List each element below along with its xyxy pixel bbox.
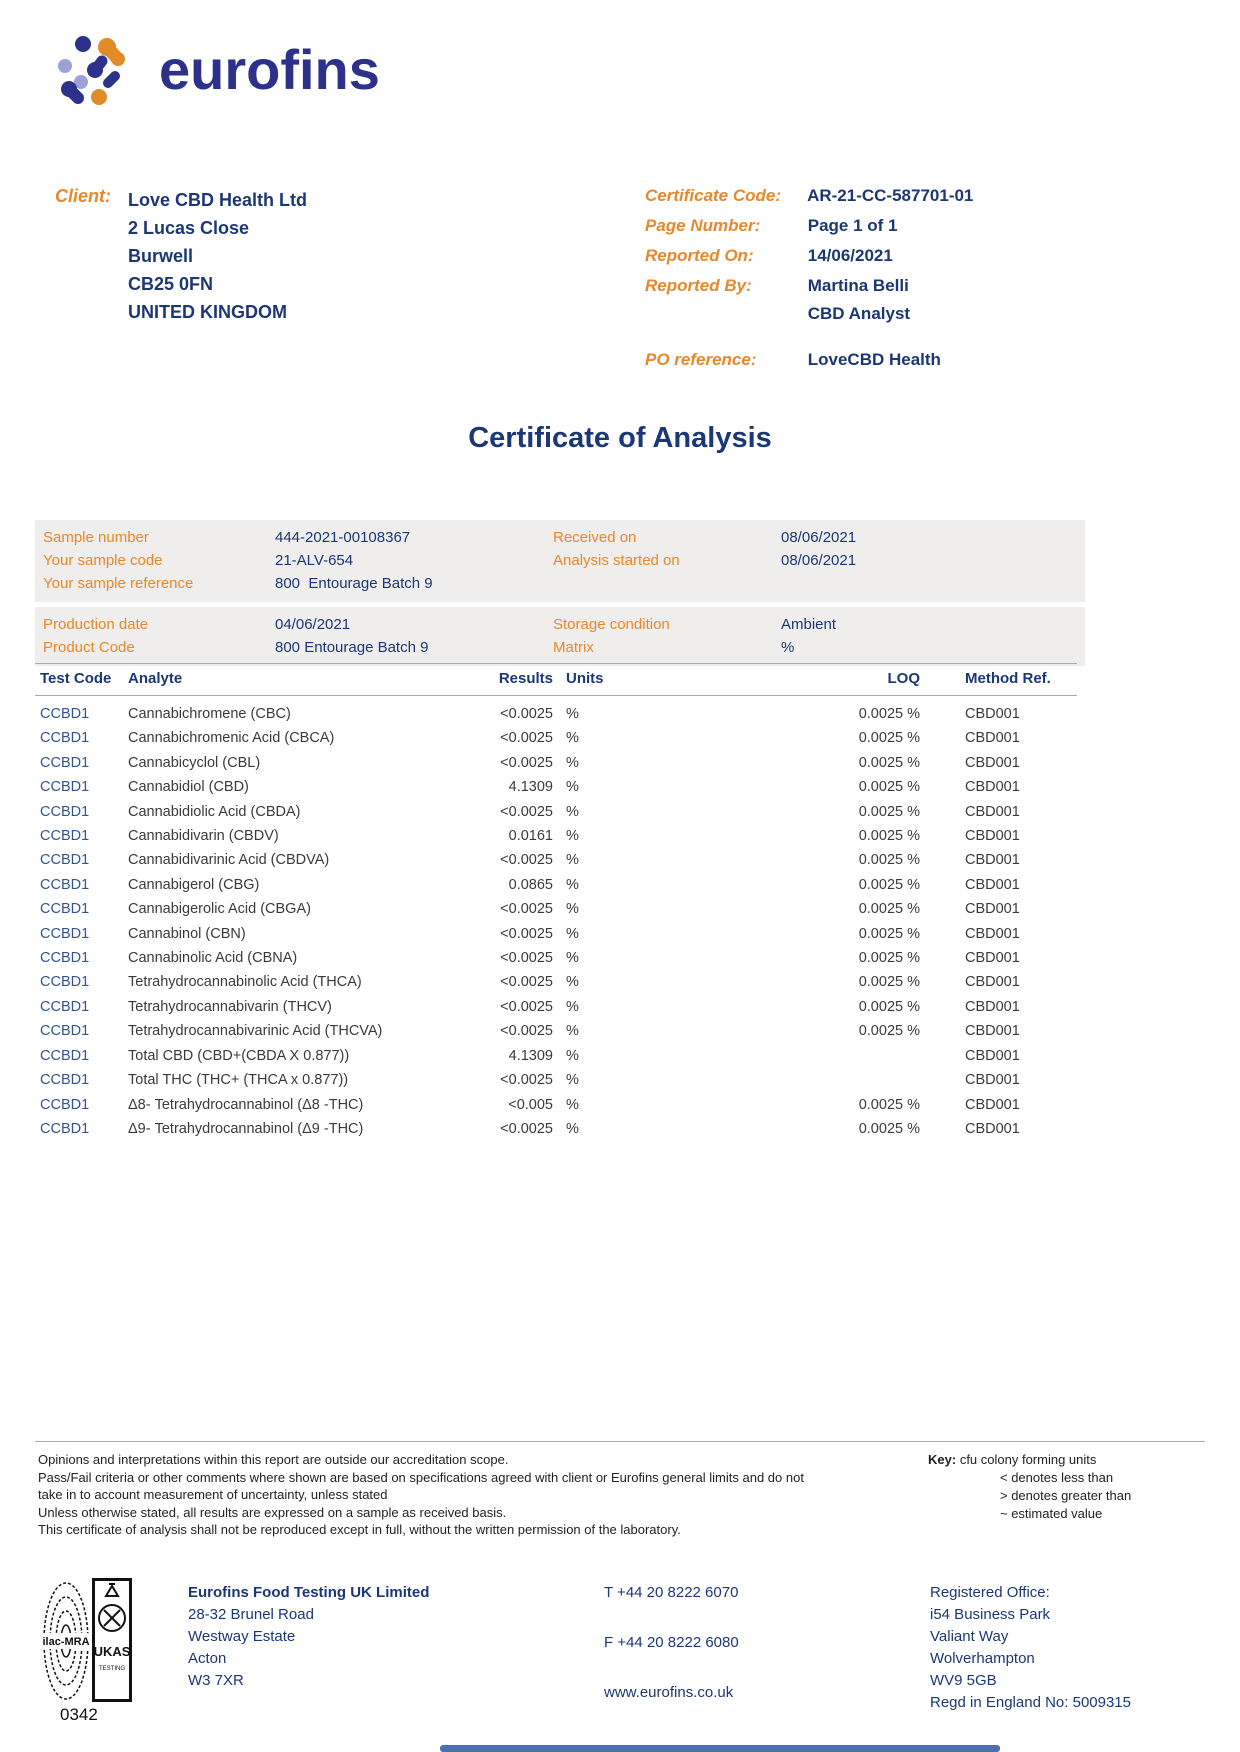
ukas-text: UKAS [93,1644,131,1659]
production-date-label: Production date [43,616,149,633]
production-date-value: 04/06/2021 [275,616,351,633]
result-value: <0.0025 [500,1120,553,1137]
notes-divider [35,1441,1205,1442]
received-on-label: Received on [553,529,637,546]
result-loq: 0.0025 % [858,950,920,967]
header-test-code: Test Code [40,670,112,687]
result-analyte: Tetrahydrocannabivarin (THCV) [128,998,332,1015]
result-test-code: CCBD1 [40,998,90,1015]
registered-office-line: Valiant Way [930,1628,1009,1645]
header-results: Results [498,670,553,687]
result-test-code: CCBD1 [40,876,90,893]
result-row [35,995,1072,1019]
header-units: Units [566,670,604,687]
result-method-ref: CBD001 [965,779,1020,796]
reported-by-row [645,276,1205,296]
result-analyte: Cannabidiolic Acid (CBDA) [128,803,301,820]
product-code-value: 800 Entourage Batch 9 [275,639,429,656]
reported-by-role-row [645,304,1205,324]
result-row [35,848,1072,872]
result-analyte: Tetrahydrocannabinolic Acid (THCA) [128,974,362,991]
sample-info-spacer-1 [553,572,781,595]
analysis-started-label: Analysis started on [553,552,680,569]
registered-office-line: WV9 5GB [930,1672,997,1689]
result-loq: 0.0025 % [858,1023,920,1040]
result-value: 0.0865 [508,876,553,893]
certificate-code-label: Certificate Code: [645,186,782,205]
result-unit: % [566,1096,579,1113]
result-test-code: CCBD1 [40,974,90,991]
bottom-scroll-bar[interactable] [440,1745,1000,1752]
disclaimer-line: Opinions and interpretations within this report are outside our accreditation scope. [38,1452,509,1467]
sample-number-label: Sample number [43,529,149,546]
reported-by-label: Reported By: [645,276,752,295]
result-test-code: CCBD1 [40,828,90,845]
production-info-block [35,607,1085,666]
result-test-code: CCBD1 [40,1047,90,1064]
result-test-code: CCBD1 [40,706,90,722]
result-test-code: CCBD1 [40,901,90,918]
disclaimer-text [38,1451,918,1539]
result-value: <0.0025 [500,706,553,722]
result-loq: 0.0025 % [858,803,920,820]
footer-company-block [188,1582,429,1692]
analysis-started-value: 08/06/2021 [781,552,857,569]
po-reference-value: LoveCBD Health [807,350,941,369]
result-method-ref: CBD001 [965,974,1020,991]
result-method-ref: CBD001 [965,754,1020,771]
result-test-code: CCBD1 [40,754,90,771]
production-info-row-2 [43,636,1085,659]
sample-info-row-2 [43,549,1085,572]
result-loq: 0.0025 % [858,706,920,722]
result-value: <0.0025 [500,998,553,1015]
result-unit: % [566,974,579,991]
result-analyte: Cannabidivarinic Acid (CBDVA) [128,852,330,869]
result-row [35,1093,1072,1117]
result-loq: 0.0025 % [858,828,920,845]
product-code-label: Product Code [43,639,135,656]
result-method-ref: CBD001 [965,1047,1020,1064]
result-unit: % [566,803,579,820]
page-number-label: Page Number: [645,216,761,235]
result-unit: % [566,779,579,796]
result-method-ref: CBD001 [965,730,1020,747]
result-analyte: Cannabidivarin (CBDV) [128,828,279,845]
result-method-ref: CBD001 [965,1072,1020,1089]
result-loq: 0.0025 % [858,998,920,1015]
result-loq: 0.0025 % [858,1096,920,1113]
result-unit: % [566,1023,579,1040]
result-analyte: Cannabigerolic Acid (CBGA) [128,901,311,918]
header-loq: LOQ [887,670,920,687]
result-method-ref: CBD001 [965,925,1020,942]
result-test-code: CCBD1 [40,803,90,820]
result-loq [605,1044,920,1068]
result-loq: 0.0025 % [858,754,920,771]
result-analyte: Cannabichromenic Acid (CBCA) [128,730,335,747]
result-row [35,922,1072,946]
result-method-ref: CBD001 [965,901,1020,918]
result-loq: 0.0025 % [858,779,920,796]
ilac-mra-text: ilac-MRA [42,1636,90,1648]
eurofins-wordmark: eurofins [159,38,380,101]
header-method-ref: Method Ref. [965,670,1051,687]
result-value: 4.1309 [508,1047,553,1064]
result-unit: % [566,730,579,747]
result-loq: 0.0025 % [858,852,920,869]
ukas-logo [92,1578,132,1702]
result-analyte: Total CBD (CBD+(CBDA X 0.877)) [128,1047,350,1064]
ilac-mra-logo [42,1580,90,1702]
result-row [35,897,1072,921]
footer-fax: F +44 20 8222 6080 [604,1634,739,1651]
result-method-ref: CBD001 [965,1120,1020,1137]
key-legend [928,1451,1218,1523]
result-loq [605,1068,920,1092]
key-line-less-than: < denotes less than [1000,1470,1114,1485]
result-value: <0.0025 [500,1023,553,1040]
result-row [35,824,1072,848]
result-row [35,800,1072,824]
eurofins-logo [55,30,380,110]
result-method-ref: CBD001 [965,852,1020,869]
result-unit: % [566,876,579,893]
client-country: UNITED KINGDOM [128,302,287,322]
page-title: Certificate of Analysis [468,422,772,454]
accreditation-number: 0342 [60,1705,98,1724]
client-address [128,186,307,326]
certificate-code-row [645,186,1205,206]
result-value: <0.0025 [500,950,553,967]
result-value: <0.0025 [500,754,553,771]
result-row [35,970,1072,994]
key-intro: cfu colony forming units [959,1452,1097,1467]
sample-info-row-3 [43,572,1085,595]
result-value: <0.0025 [500,730,553,747]
result-value: <0.0025 [500,803,553,820]
result-analyte: Δ9- Tetrahydrocannabinol (Δ9 -THC) [128,1120,364,1137]
footer-phone: T +44 20 8222 6070 [604,1584,739,1601]
client-postcode: CB25 0FN [128,274,214,294]
table-top-rule [35,663,1077,664]
reported-on-label: Reported On: [645,246,754,265]
result-row [35,1117,1072,1141]
result-analyte: Cannabichromene (CBC) [128,706,291,722]
result-method-ref: CBD001 [965,876,1020,893]
result-unit: % [566,950,579,967]
footer-company-address-line: 28-32 Brunel Road [188,1606,314,1623]
result-test-code: CCBD1 [40,852,90,869]
sample-reference-label: Your sample reference [43,575,194,592]
result-analyte: Total THC (THC+ (THCA x 0.877)) [128,1072,349,1089]
disclaimer-line: This certificate of analysis shall not be reproduced except in full, without the written permission of the laboratory. [38,1522,681,1538]
key-intro-line [928,1451,1218,1469]
result-unit: % [566,1120,579,1137]
footer-company-address-line: Westway Estate [188,1628,296,1645]
reported-on-value: 14/06/2021 [807,246,893,265]
result-test-code: CCBD1 [40,925,90,942]
result-row [35,946,1072,970]
matrix-label: Matrix [553,639,594,656]
storage-condition-label: Storage condition [553,616,670,633]
result-value: <0.005 [508,1096,553,1113]
reported-on-row [645,246,1205,266]
result-row [35,873,1072,897]
result-test-code: CCBD1 [40,730,90,747]
footer-company-address-line: W3 7XR [188,1672,244,1689]
sample-number-value: 444-2021-00108367 [275,529,411,546]
result-unit: % [566,828,579,845]
result-test-code: CCBD1 [40,1072,90,1089]
sample-code-value: 21-ALV-654 [275,552,354,569]
result-loq: 0.0025 % [858,876,920,893]
client-street: 2 Lucas Close [128,218,250,238]
result-loq: 0.0025 % [858,901,920,918]
result-unit: % [566,1072,579,1089]
result-row [35,702,1072,726]
result-method-ref: CBD001 [965,803,1020,820]
results-table-body [35,702,1072,1141]
result-test-code: CCBD1 [40,1120,90,1137]
key-line-greater-than: > denotes greater than [1000,1488,1132,1503]
result-unit: % [566,925,579,942]
footer-registered-block [930,1582,1131,1714]
result-analyte: Cannabigerol (CBG) [128,876,260,893]
ukas-sub-text: TESTING [98,1666,126,1672]
po-reference-label: PO reference: [645,350,757,369]
result-value: <0.0025 [500,1072,553,1089]
results-table-header [35,670,1077,687]
reported-by-value: Martina Belli [807,276,909,295]
result-row [35,1019,1072,1043]
sample-info-block [35,520,1085,602]
result-method-ref: CBD001 [965,828,1020,845]
result-analyte: Tetrahydrocannabivarinic Acid (THCVA) [128,1023,383,1040]
result-loq: 0.0025 % [858,1120,920,1137]
matrix-value: % [781,639,795,656]
registered-office-line: Regd in England No: 5009315 [930,1694,1131,1711]
result-test-code: CCBD1 [40,950,90,967]
result-unit: % [566,754,579,771]
result-analyte: Cannabinol (CBN) [128,925,246,942]
client-name: Love CBD Health Ltd [128,190,308,210]
result-row [35,775,1072,799]
sample-reference-value: 800 Entourage Batch 9 [275,575,433,592]
result-analyte: Δ8- Tetrahydrocannabinol (Δ8 -THC) [128,1096,364,1113]
sample-code-label: Your sample code [43,552,163,569]
footer-company-address-line: Acton [188,1650,227,1667]
footer-company-name: Eurofins Food Testing UK Limited [188,1584,430,1601]
result-loq: 0.0025 % [858,925,920,942]
key-label: Key: [928,1452,957,1467]
result-value: <0.0025 [500,974,553,991]
result-loq: 0.0025 % [858,974,920,991]
client-label: Client: [55,186,111,206]
result-row [35,726,1072,750]
disclaimer-line: Unless otherwise stated, all results are expressed on a sample as received basis. [38,1504,507,1520]
production-info-row-1 [43,613,1085,636]
result-method-ref: CBD001 [965,1096,1020,1113]
client-town: Burwell [128,246,194,266]
registered-office-line: Wolverhampton [930,1650,1035,1667]
disclaimer-line: take in to account measurement of uncertainty, unless stated [38,1487,388,1503]
footer-website[interactable]: www.eurofins.co.uk [604,1684,734,1701]
result-unit: % [566,1047,579,1064]
storage-condition-value: Ambient [781,616,837,633]
result-row [35,751,1072,775]
result-method-ref: CBD001 [965,998,1020,1015]
result-unit: % [566,706,579,722]
page-number-value: Page 1 of 1 [807,216,898,235]
registered-office-line: i54 Business Park [930,1606,1051,1623]
eurofins-dots-icon [55,30,147,110]
result-analyte: Cannabinolic Acid (CBNA) [128,950,298,967]
disclaimer-line: Pass/Fail criteria or other comments where shown are based on specifications agreed with client or Eurofins general limits and do not [38,1469,804,1485]
registered-office-label: Registered Office: [930,1584,1050,1601]
result-method-ref: CBD001 [965,950,1020,967]
certificate-code-value: AR-21-CC-587701-01 [807,186,974,205]
received-on-value: 08/06/2021 [781,529,857,546]
sample-info-row-1 [43,526,1085,549]
result-loq: 0.0025 % [858,730,920,747]
result-value: <0.0025 [500,925,553,942]
result-value: 0.0161 [508,828,553,845]
sample-info-spacer-2 [781,572,1085,595]
result-method-ref: CBD001 [965,706,1020,722]
result-test-code: CCBD1 [40,1096,90,1113]
result-analyte: Cannabicyclol (CBL) [128,754,261,771]
result-unit: % [566,998,579,1015]
result-row [35,1068,1072,1092]
po-reference-row [645,350,1205,370]
result-unit: % [566,901,579,918]
header-analyte: Analyte [128,670,183,687]
result-test-code: CCBD1 [40,779,90,796]
reported-by-role: CBD Analyst [807,304,911,323]
footer-contact-block [604,1582,739,1732]
result-value: <0.0025 [500,901,553,918]
result-row [35,1044,1072,1068]
result-test-code: CCBD1 [40,1023,90,1040]
table-header-rule [35,695,1077,696]
result-method-ref: CBD001 [965,1023,1020,1040]
result-analyte: Cannabidiol (CBD) [128,779,249,796]
key-line-estimated: ~ estimated value [1000,1506,1103,1521]
result-unit: % [566,852,579,869]
result-value: 4.1309 [508,779,553,796]
result-value: <0.0025 [500,852,553,869]
page-number-row [645,216,1205,236]
